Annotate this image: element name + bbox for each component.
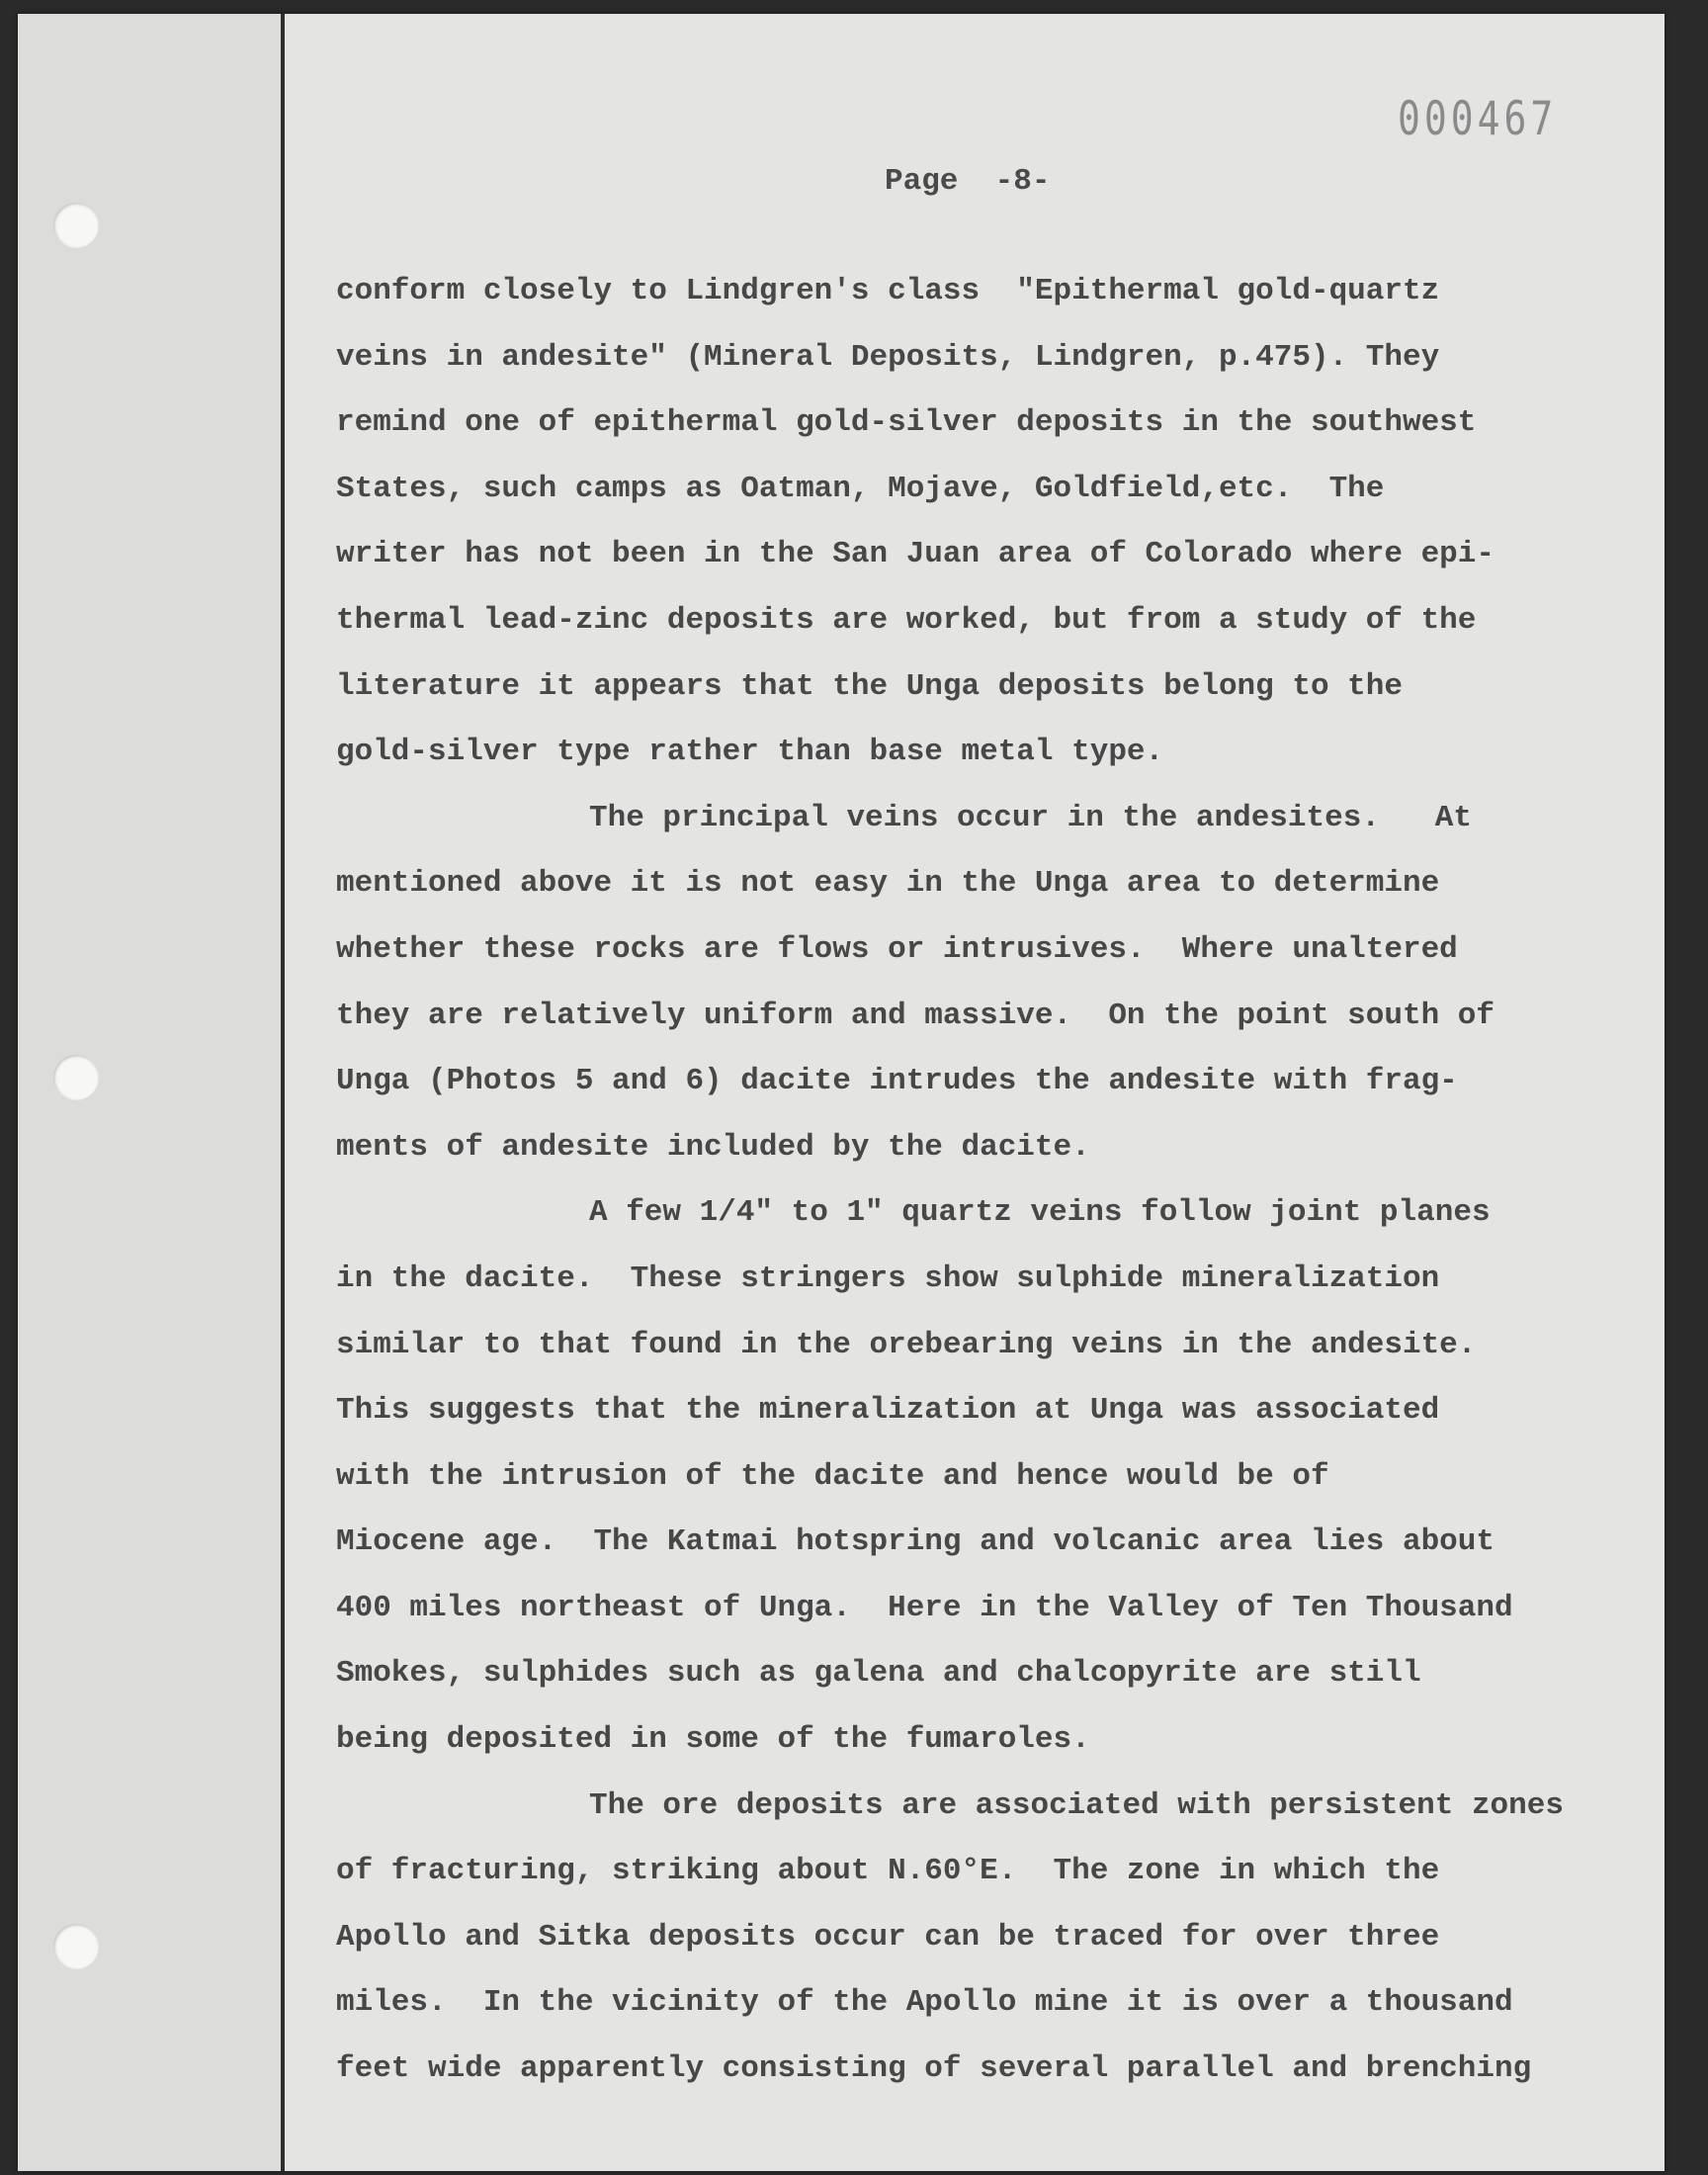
text-line: The principal veins occur in the andesites. At xyxy=(589,800,1472,835)
punch-hole-bottom xyxy=(53,1924,99,1969)
text-line: they are relatively uniform and massive. On the point south of xyxy=(336,998,1494,1033)
text-line: mentioned above it is not easy in the Unga area to determine xyxy=(336,866,1440,902)
text-line: literature it appears that the Unga deposits belong to the xyxy=(336,668,1403,704)
text-line: A few 1/4" to 1" quartz veins follow joint planes xyxy=(589,1195,1491,1231)
text-line: with the intrusion of the dacite and hence would be of xyxy=(336,1458,1329,1494)
text-line: feet wide apparently consisting of several parallel and brenching xyxy=(336,2051,1532,2087)
text-line: being deposited in some of the fumaroles. xyxy=(336,1722,1090,1758)
text-line: gold-silver type rather than base metal type. xyxy=(336,735,1164,770)
punch-hole-top xyxy=(53,203,99,248)
binding-margin xyxy=(18,14,283,2171)
text-line: ments of andesite included by the dacite. xyxy=(336,1129,1090,1165)
text-line: This suggests that the mineralization at Unga was associated xyxy=(336,1393,1440,1429)
page-heading: Page -8- xyxy=(885,164,1051,199)
margin-rule xyxy=(281,14,285,2171)
text-line: conform closely to Lindgren's class "Epithermal gold-quartz xyxy=(336,274,1440,308)
text-line: writer has not been in the San Juan area of Colorado where epi- xyxy=(336,537,1494,572)
text-line: Miocene age. The Katmai hotspring and volcanic area lies about xyxy=(336,1524,1494,1560)
punch-hole-middle xyxy=(53,1055,99,1100)
text-line: of fracturing, striking about N.60°E. The zone in which the xyxy=(336,1854,1440,1889)
text-line: 400 miles northeast of Unga. Here in the Valley of Ten Thousand xyxy=(336,1590,1513,1625)
text-line: thermal lead-zinc deposits are worked, but from a study of the xyxy=(336,602,1477,638)
text-line: Smokes, sulphides such as galena and chalcopyrite are still xyxy=(336,1656,1421,1692)
text-line: in the dacite. These stringers show sulphide mineralization xyxy=(336,1261,1440,1296)
text-line: The ore deposits are associated with persistent zones xyxy=(589,1787,1564,1823)
text-line: remind one of epithermal gold-silver deposits in the southwest xyxy=(336,405,1477,441)
text-line: States, such camps as Oatman, Mojave, Goldfield,etc. The xyxy=(336,471,1385,506)
text-line: similar to that found in the orebearing veins in the andesite. xyxy=(336,1327,1477,1362)
text-line: veins in andesite" (Mineral Deposits, Lindgren, p.475). They xyxy=(336,339,1440,375)
text-line: whether these rocks are flows or intrusives. Where unaltered xyxy=(336,931,1458,967)
text-line: Unga (Photos 5 and 6) dacite intrudes the andesite with frag- xyxy=(336,1064,1458,1099)
document-stamp-number: 000467 xyxy=(1398,91,1558,145)
body-text xyxy=(336,259,1641,2103)
text-line: miles. In the vicinity of the Apollo mine it is over a thousand xyxy=(336,1985,1513,2021)
text-line: Apollo and Sitka deposits occur can be traced for over three xyxy=(336,1919,1440,1955)
